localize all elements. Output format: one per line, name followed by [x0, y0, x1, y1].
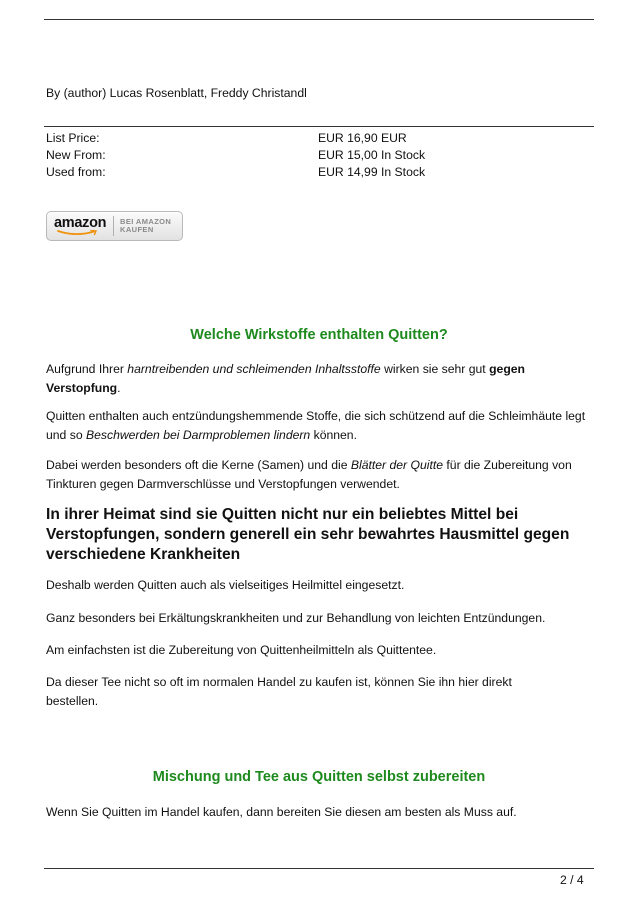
new-from-value: EUR 15,00 In Stock	[318, 148, 426, 162]
paragraph-muss: Wenn Sie Quitten im Handel kaufen, dann bereiten Sie diesen am besten als Muss auf.	[46, 805, 517, 819]
used-from-label: Used from:	[46, 165, 106, 179]
paragraph-heilmittel: Deshalb werden Quitten auch als vielseitiges Heilmittel eingesetzt.	[46, 578, 405, 592]
buy-on-amazon-button[interactable]	[46, 211, 183, 241]
list-price-label: List Price:	[46, 131, 100, 145]
paragraph-verstopfung: Aufgrund Ihrer harntreibenden und schleimenden Inhaltsstoffe wirken sie sehr gut gegen Verstopfung.	[46, 362, 525, 395]
amazon-logo-icon: amazon	[54, 214, 110, 238]
paragraph-bestellen: Da dieser Tee nicht so oft im normalen Handel zu kaufen ist, können Sie ihn hier direkt bestellen.	[46, 675, 512, 708]
amazon-button-divider	[113, 216, 114, 236]
section-heading-hausmittel: In ihrer Heimat sind sie Quitten nicht nur ein beliebtes Mittel bei Verstopfungen, sondern generell ein sehr bewahrtes Hausmittel gegen verschiedene Krankheiten	[46, 506, 570, 563]
top-rule	[44, 19, 594, 20]
page-number: 2 / 4	[560, 873, 584, 887]
list-price-value: EUR 16,90 EUR	[318, 131, 407, 145]
paragraph-quittentee: Am einfachsten ist die Zubereitung von Quittenheilmitteln als Quittentee.	[46, 643, 437, 657]
amazon-button-label: BEI AMAZON KAUFEN	[120, 216, 172, 234]
used-from-value: EUR 14,99 In Stock	[318, 165, 426, 179]
new-from-label: New From:	[46, 148, 106, 162]
paragraph-entzuendung: Quitten enthalten auch entzündungshemmende Stoffe, die sich schützend auf die Schleimhäute legt und so Beschwerden bei Darmproblemen lindern können.	[46, 409, 586, 442]
footer-rule	[44, 868, 594, 869]
author-byline: By (author) Lucas Rosenblatt, Freddy Christandl	[46, 86, 307, 100]
section-heading-mischung: Mischung und Tee aus Quitten selbst zubereiten	[152, 769, 486, 785]
paragraph-erkaeltung: Ganz besonders bei Erkältungskrankheiten und zur Behandlung von leichten Entzündungen.	[46, 611, 546, 625]
amazon-smile-icon	[56, 230, 100, 236]
price-table-rule	[44, 126, 594, 127]
paragraph-kerne: Dabei werden besonders oft die Kerne (Samen) und die Blätter der Quitte für die Zubereitung von Tinkturen gegen Darmverschlüsse und Verstopfungen verwendet.	[46, 458, 572, 491]
section-heading-wirkstoffe: Welche Wirkstoffe enthalten Quitten?	[190, 327, 448, 343]
